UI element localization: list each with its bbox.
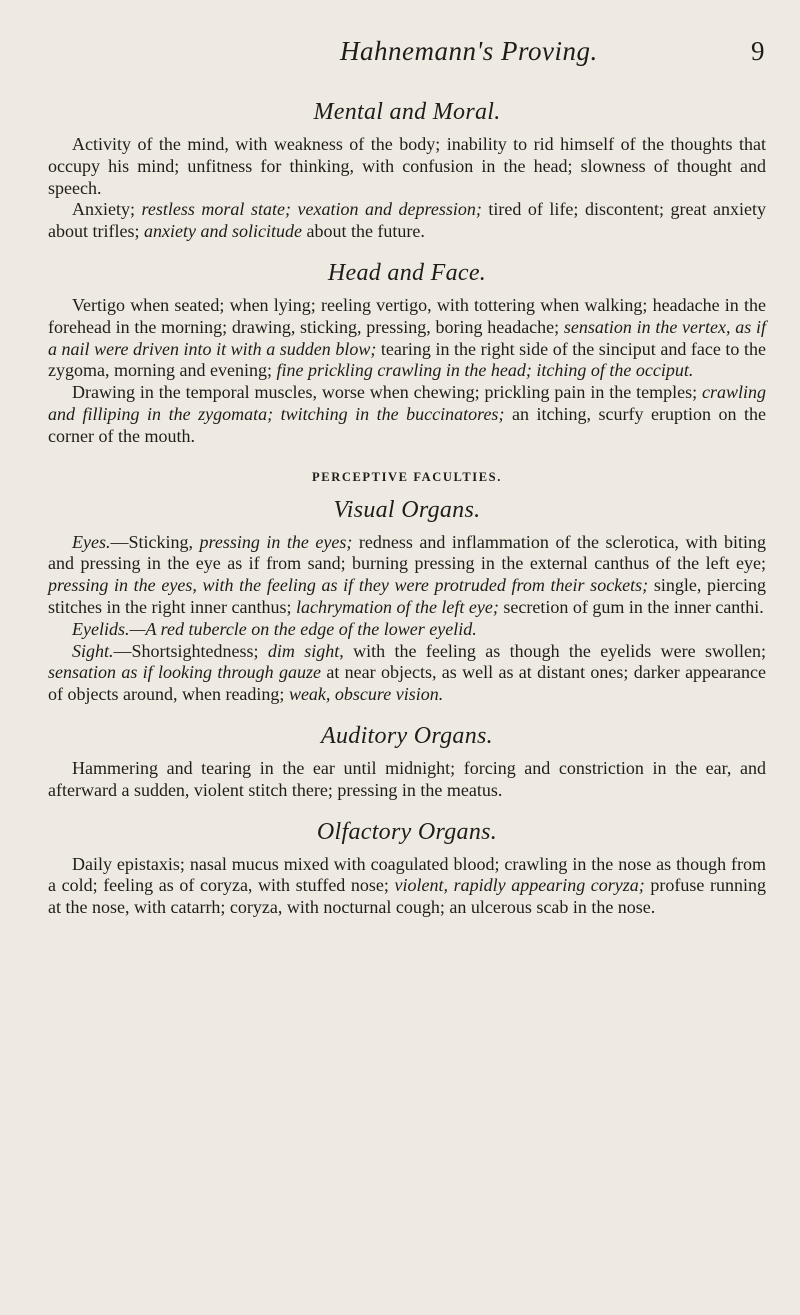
perceptive-faculties-heading: PERCEPTIVE FACULTIES. — [312, 469, 502, 484]
section-heading-auditory: Auditory Organs. — [321, 722, 493, 749]
paragraph-eyes: Eyes.—Sticking, pressing in the eyes; redness and inflammation of the sclerotica, with biting and pressing in the eye as if from sand; burning pressing in the external canthus of the left eye; pressing in the eyes, with the feeling as if they were protruded from their sockets; single, piercing stitches in the right inner canthus; lachrymation of the left eye; secretion of gum in the inner canthi. — [48, 531, 766, 617]
page-number: 9 — [751, 36, 765, 66]
paragraph-head-2: Drawing in the temporal muscles, worse when chewing; prickling pain in the temples; crawling and filliping in the zygomata; twitching in the buccinatores; an itching, scurfy eruption on the corner of the mouth. — [48, 382, 766, 446]
running-head — [0, 34, 800, 74]
paragraph-auditory: Hammering and tearing in the ear until midnight; forcing and constriction in the ear, and afterward a sudden, violent stitch there; pressing in the meatus. — [48, 757, 766, 800]
paragraph-mental-2: Anxiety; restless moral state; vexation and depression; tired of life; discontent; great anxiety about trifles; anxiety and solicitude about the future. — [48, 199, 766, 242]
paragraph-eyelids: Eyelids.—A red tubercle on the edge of the lower eyelid. — [72, 618, 477, 639]
section-heading-olfactory: Olfactory Organs. — [316, 818, 498, 845]
section-heading-head: Head and Face. — [327, 259, 487, 286]
section-heading-visual: Visual Organs. — [333, 496, 481, 523]
paragraph-olfactory: Daily epistaxis; nasal mucus mixed with coagulated blood; crawling in the nose as though from a cold; feeling as of coryza, with stuffed nose; violent, rapidly appearing coryza; profuse running at the nose, with catarrh; coryza, with nocturnal cough; an ulcerous scab in the nose. — [48, 853, 766, 918]
paragraph-sight: Sight.—Shortsightedness; dim sight, with the feeling as though the eyelids were swollen; sensation as if looking through gauze at near objects, as well as at distant ones; darker appearance of objects around, when reading; weak, obscure vision. — [48, 640, 766, 705]
page-body — [48, 96, 766, 919]
paragraph-mental-1: Activity of the mind, with weakness of the body; inability to rid himself of the thoughts that occupy his mind; unfitness for thinking, with confusion in the head; slowness of thought and speech. — [48, 134, 766, 198]
running-title: Hahnemann's Proving. — [340, 36, 598, 66]
section-heading-mental: Mental and Moral. — [313, 99, 501, 125]
paragraph-head-1: Vertigo when seated; when lying; reeling vertigo, with tottering when walking; headache in the forehead in the morning; drawing, sticking, pressing, boring headache; sensation in the vertex, as if a nail were driven into it with a sudden blow; tearing in the right side of the sinciput and face to the zygoma, morning and evening; fine prickling crawling in the head; itching of the occiput. — [48, 294, 766, 381]
